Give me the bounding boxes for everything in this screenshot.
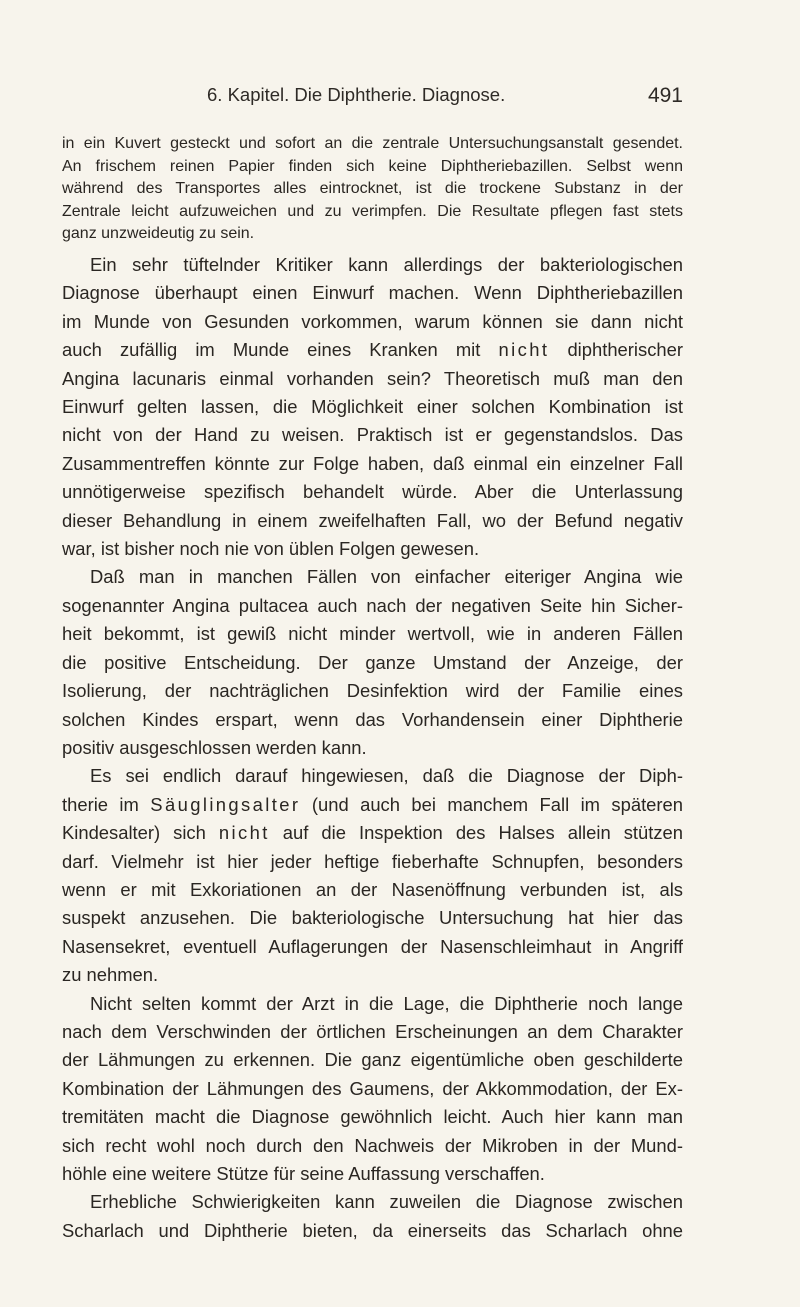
text-line: Isolierung, der nachträglichen Desinfektion wird der Familie eines bbox=[62, 680, 683, 702]
emphasis-nicht: nicht bbox=[498, 339, 550, 361]
text-line: sogenannter Angina pultacea auch nach der negativen Seite hin Sicher- bbox=[62, 594, 683, 616]
text-line: auch zufällig im Munde eines Kranken mit nicht diphtherischer bbox=[62, 339, 683, 361]
text-line: Zentrale leicht aufzuweichen und zu verimpfen. Die Resultate pflegen fast stets bbox=[62, 202, 683, 220]
text-line: im Munde von Gesunden vorkommen, warum können sie dann nicht bbox=[62, 310, 683, 332]
page-number: 491 bbox=[647, 84, 683, 107]
text-line: suspekt anzusehen. Die bakteriologische Untersuchung hat hier das bbox=[62, 907, 683, 929]
text-line: Diagnose überhaupt einen Einwurf machen. Wenn Diphtheriebazillen bbox=[62, 282, 683, 304]
text-line: Daß man in manchen Fällen von einfacher eiteriger Angina wie bbox=[90, 566, 683, 588]
text-line: sich recht wohl noch durch den Nachweis der Mikroben in der Mund- bbox=[62, 1134, 683, 1156]
text-line: Zusammentreffen könnte zur Folge haben, daß einmal ein einzelner Fall bbox=[62, 452, 683, 474]
paragraph-critic bbox=[62, 251, 683, 563]
text-line: unnötigerweise spezifisch behandelt würde. Aber die Unterlassung bbox=[62, 481, 683, 503]
text-line: Erhebliche Schwierigkeiten kann zuweilen die Diagnose zwischen bbox=[90, 1191, 683, 1213]
text-line: dieser Behandlung in einem zweifelhaften Fall, wo der Befund negativ bbox=[62, 509, 683, 531]
text-line: Es sei endlich darauf hingewiesen, daß die Diagnose der Diph- bbox=[90, 765, 683, 787]
text-line: nicht von der Hand zu weisen. Praktisch ist er gegenstandslos. Das bbox=[62, 424, 683, 446]
text-line: in ein Kuvert gesteckt und sofort an die zentrale Untersuchungsanstalt gesendet. bbox=[62, 135, 683, 152]
text-line: nach dem Verschwinden der örtlichen Erscheinungen an dem Charakter bbox=[62, 1020, 683, 1042]
text-line: Nicht selten kommt der Arzt in die Lage, die Diphtherie noch lange bbox=[90, 992, 683, 1014]
text-line: wenn er mit Exkoriationen an der Nasenöffnung verbunden ist, als bbox=[62, 878, 683, 900]
text-line: während des Transportes alles eintrocknet, ist die trockene Substanz in der bbox=[62, 180, 683, 197]
paragraph-paralysis bbox=[62, 990, 683, 1189]
intro-paragraph bbox=[62, 133, 683, 246]
text-line: darf. Vielmehr ist hier jeder heftige fieberhafte Schnupfen, besonders bbox=[62, 850, 683, 872]
text-line: positiv ausgeschlossen werden kann. bbox=[62, 736, 367, 758]
main-text bbox=[62, 251, 683, 1245]
text-line: heit bekommt, ist gewiß nicht minder wertvoll, wie in anderen Fällen bbox=[62, 623, 683, 645]
text-line: zu nehmen. bbox=[62, 964, 159, 986]
text-line: höhle eine weitere Stütze für seine Auffassung verschaffen. bbox=[62, 1163, 545, 1184]
text-line: Kindesalter) sich nicht auf die Inspektion des Halses allein stützen bbox=[62, 822, 683, 844]
text-line: Nasensekret, eventuell Auflagerungen der Nasenschleimhaut in Angriff bbox=[62, 935, 683, 957]
text-line: der Lähmungen zu erkennen. Die ganz eigentümliche oben geschilderte bbox=[62, 1049, 683, 1071]
text-line: Ein sehr tüftelnder Kritiker kann allerdings der bakteriologischen bbox=[90, 254, 683, 275]
emphasis-saeuglingsalter: Säuglingsalter bbox=[150, 793, 301, 815]
text-line: ganz unzweideutig zu sein. bbox=[62, 225, 255, 242]
paragraph-infancy bbox=[62, 762, 683, 989]
text-line: Kombination der Lähmungen des Gaumens, der Akkommodation, der Ex- bbox=[62, 1077, 683, 1099]
emphasis-nicht: nicht bbox=[218, 822, 270, 844]
text-line: solchen Kindes erspart, wenn das Vorhandensein einer Diphtherie bbox=[62, 708, 683, 730]
text-line: die positive Entscheidung. Der ganze Umstand der Anzeige, der bbox=[62, 651, 683, 673]
text-line: Angina lacunaris einmal vorhanden sein? Theoretisch muß man den bbox=[62, 367, 683, 389]
text-line: Scharlach und Diphtherie bieten, da einerseits das Scharlach ohne bbox=[62, 1219, 683, 1241]
text-line: An frischem reinen Papier finden sich keine Diphtheriebazillen. Selbst wenn bbox=[62, 157, 683, 175]
paragraph-scarlet-fever bbox=[62, 1188, 683, 1245]
text-line: war, ist bisher noch nie von üblen Folgen gewesen. bbox=[62, 538, 480, 560]
paragraph-negative-diagnosis bbox=[62, 563, 683, 762]
chapter-title: 6. Kapitel. Die Diphtherie. Diagnose. bbox=[207, 84, 506, 105]
text-line: therie im Säuglingsalter (und auch bei manchem Fall im späteren bbox=[62, 793, 683, 815]
text-line: Einwurf gelten lassen, die Möglichkeit einer solchen Kombination ist bbox=[62, 396, 683, 418]
running-header bbox=[207, 84, 683, 114]
text-line: tremitäten macht die Diagnose gewöhnlich leicht. Auch hier kann man bbox=[62, 1106, 683, 1128]
